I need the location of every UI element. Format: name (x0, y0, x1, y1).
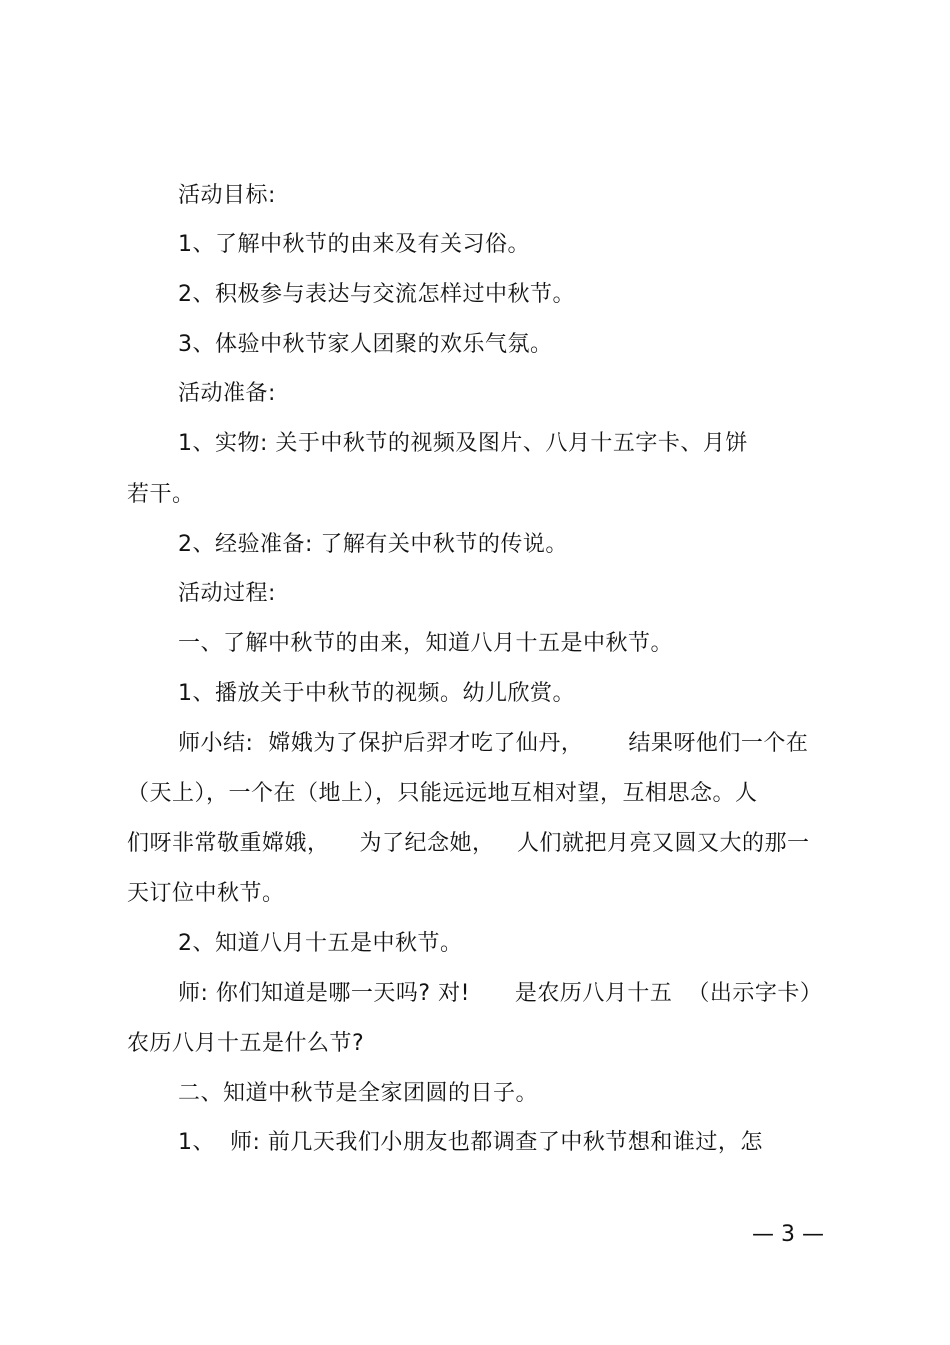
teacher-summary-line-2: （天上），一个在（地上），只能远远地互相对望，互相思念。人 (127, 781, 758, 806)
process-step-2: 2、知道八月十五是中秋节。 (178, 931, 463, 956)
goal-item-1: 1、了解中秋节的由来及有关习俗。 (178, 232, 530, 257)
heading-activity-preparation: 活动准备: (178, 381, 276, 406)
preparation-item-1: 1、实物: 关于中秋节的视频及图片、八月十五字卡、月饼 (178, 431, 748, 456)
process-step-1: 1、播放关于中秋节的视频。幼儿欣赏。 (178, 681, 575, 706)
teacher-summary-line-1: 师小结: 嫦娥为了保护后羿才吃了仙丹， 结果呀他们一个在 (178, 731, 809, 756)
heading-activity-process: 活动过程: (178, 581, 276, 606)
teacher-summary-line-4: 天订位中秋节。 (127, 881, 285, 906)
process-section-1: 一、了解中秋节的由来，知道八月十五是中秋节。 (178, 631, 674, 656)
goal-item-2: 2、积极参与表达与交流怎样过中秋节。 (178, 282, 575, 307)
heading-activity-goals: 活动目标: (178, 183, 276, 208)
goal-item-3: 3、体验中秋节家人团聚的欢乐气氛。 (178, 332, 553, 357)
preparation-item-1-continued: 若干。 (127, 482, 195, 507)
page-number: — 3 — (752, 1222, 824, 1247)
teacher-summary-line-3: 们呀非常敬重嫦娥， 为了纪念她， 人们就把月亮又圆又大的那一 (127, 831, 810, 856)
process-section-2: 二、知道中秋节是全家团圆的日子。 (178, 1081, 539, 1106)
teacher-question-line-1: 师: 你们知道是哪一天吗? 对! 是农历八月十五 （出示字卡） (178, 981, 823, 1006)
preparation-item-2: 2、经验准备: 了解有关中秋节的传说。 (178, 532, 568, 557)
process-section-2-step-1: 1、 师: 前几天我们小朋友也都调查了中秋节想和谁过，怎 (178, 1130, 763, 1155)
teacher-question-line-2: 农历八月十五是什么节? (127, 1031, 365, 1056)
